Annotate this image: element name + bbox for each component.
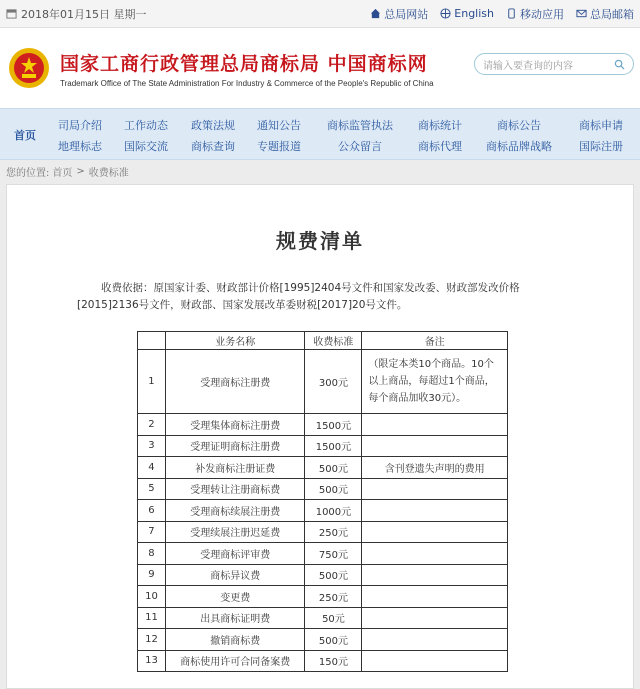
link-english[interactable] (440, 7, 494, 20)
row-service-name: 商标异议费 (165, 564, 305, 586)
row-note (362, 586, 508, 608)
breadcrumb-label: 您的位置: (6, 167, 50, 179)
nav-item-announcements[interactable]: 商标公告 (497, 119, 541, 132)
link-mailbox[interactable] (576, 6, 634, 22)
search-input[interactable] (474, 53, 634, 75)
link-bureau-site-label: 总局网站 (384, 7, 429, 21)
breadcrumb-home[interactable]: 首页 (52, 167, 73, 179)
row-fee: 1000元 (305, 500, 362, 522)
page-title: 规费清单 (276, 229, 364, 253)
link-mobile-app[interactable] (506, 6, 564, 22)
site-title: 国家工商行政管理总局商标局 中国商标网 (60, 52, 428, 75)
table-row (138, 350, 508, 414)
calendar-icon (6, 8, 17, 19)
row-fee: 750元 (305, 543, 362, 565)
row-number: 1 (138, 350, 166, 414)
row-service-name: 补发商标注册证费 (165, 457, 305, 479)
fee-table (137, 331, 508, 672)
content-panel (6, 184, 634, 689)
table-row (138, 564, 508, 586)
globe-icon (440, 8, 451, 19)
row-fee: 500元 (305, 457, 362, 479)
nav-item-intl-exchange[interactable]: 国际交流 (124, 140, 168, 153)
header-number (138, 332, 166, 350)
row-service-name: 撤销商标费 (165, 629, 305, 651)
row-note (362, 564, 508, 586)
nav-item-geo-indications[interactable]: 地理标志 (58, 140, 102, 153)
table-row (138, 521, 508, 543)
row-fee: 500元 (305, 478, 362, 500)
main-nav (0, 108, 640, 160)
row-number: 4 (138, 457, 166, 479)
row-service-name: 受理商标评审费 (165, 543, 305, 565)
table-row (138, 650, 508, 672)
row-fee: 50元 (305, 607, 362, 629)
row-service-name: 商标使用许可合同备案费 (165, 650, 305, 672)
row-note: 含刊登遗失声明的费用 (362, 457, 508, 479)
nav-item-work-news[interactable]: 工作动态 (124, 119, 168, 132)
row-fee: 150元 (305, 650, 362, 672)
row-service-name: 受理续展注册迟延费 (165, 521, 305, 543)
row-note (362, 500, 508, 522)
link-mailbox-label: 总局邮箱 (590, 7, 634, 21)
row-fee: 300元 (305, 350, 362, 414)
row-number: 7 (138, 521, 166, 543)
date-text: 2018年01月15日 星期一 (21, 7, 147, 21)
table-header-row (138, 332, 508, 350)
table-row (138, 543, 508, 565)
row-fee: 1500元 (305, 414, 362, 436)
site-subtitle-en: Trademark Office of The State Administration For Industry & Commerce of the People's Republic of China (60, 78, 434, 88)
table-row (138, 457, 508, 479)
link-mobile-app-label: 移动应用 (520, 7, 564, 21)
breadcrumb-current[interactable]: 收费标准 (88, 167, 129, 179)
table-row (138, 500, 508, 522)
row-service-name: 变更费 (165, 586, 305, 608)
home-icon (370, 8, 381, 19)
row-note (362, 435, 508, 457)
top-bar (0, 0, 640, 28)
nav-item-brand-strategy[interactable]: 商标品牌战略 (486, 140, 552, 153)
row-number: 6 (138, 500, 166, 522)
breadcrumb (0, 160, 640, 182)
row-note: （限定本类10个商品。10个以上商品，每超过1个商品，每个商品加收30元）。 (362, 350, 508, 414)
nav-item-notices[interactable]: 通知公告 (257, 119, 301, 132)
row-note (362, 414, 508, 436)
table-row (138, 414, 508, 436)
link-bureau-site[interactable] (370, 6, 428, 22)
date-display (6, 6, 147, 22)
nav-item-bureau-intro[interactable]: 司局介绍 (58, 119, 102, 132)
row-fee: 500元 (305, 564, 362, 586)
nav-item-policies[interactable]: 政策法规 (191, 119, 235, 132)
header-note: 备注 (362, 332, 508, 350)
mobile-icon (506, 8, 517, 19)
nav-item-application[interactable]: 商标申请 (579, 119, 623, 132)
row-note (362, 521, 508, 543)
row-number: 5 (138, 478, 166, 500)
row-number: 9 (138, 564, 166, 586)
row-note (362, 478, 508, 500)
row-service-name: 受理证明商标注册费 (165, 435, 305, 457)
row-note (362, 629, 508, 651)
row-fee: 250元 (305, 586, 362, 608)
nav-item-features[interactable]: 专题报道 (257, 140, 301, 153)
row-service-name: 受理集体商标注册费 (165, 414, 305, 436)
national-emblem-logo (8, 47, 50, 89)
breadcrumb-separator: > (76, 165, 85, 177)
row-number: 10 (138, 586, 166, 608)
nav-item-enforcement[interactable]: 商标监管执法 (327, 119, 393, 132)
nav-item-public-messages[interactable]: 公众留言 (338, 140, 382, 153)
link-english-label: English (454, 7, 494, 20)
nav-item-tm-search[interactable]: 商标查询 (191, 140, 235, 153)
row-note (362, 650, 508, 672)
search-placeholder: 请输入要查询的内容 (483, 60, 573, 72)
row-number: 8 (138, 543, 166, 565)
table-row (138, 629, 508, 651)
row-number: 11 (138, 607, 166, 629)
row-note (362, 543, 508, 565)
nav-item-statistics[interactable]: 商标统计 (418, 119, 462, 132)
row-number: 12 (138, 629, 166, 651)
row-service-name: 出具商标证明费 (165, 607, 305, 629)
site-header (0, 28, 640, 108)
row-service-name: 受理商标注册费 (165, 350, 305, 414)
table-row (138, 435, 508, 457)
row-number: 13 (138, 650, 166, 672)
row-fee: 500元 (305, 629, 362, 651)
row-fee: 250元 (305, 521, 362, 543)
nav-item-intl-registration[interactable]: 国际注册 (579, 140, 623, 153)
mail-icon (576, 8, 587, 19)
row-service-name: 受理商标续展注册费 (165, 500, 305, 522)
table-row (138, 478, 508, 500)
header-service-name: 业务名称 (165, 332, 305, 350)
search-icon[interactable] (614, 59, 625, 70)
header-fee: 收费标准 (305, 332, 362, 350)
table-row (138, 607, 508, 629)
row-fee: 1500元 (305, 435, 362, 457)
table-row (138, 586, 508, 608)
nav-home[interactable]: 首页 (14, 129, 36, 142)
fee-basis-text: 收费依据：原国家计委、财政部计价格[1995]2404号文件和国家发改委、财政部发改价格[2015]2136号文件，财政部、国家发展改革委财税[2017]20号文件。 (77, 282, 520, 311)
row-number: 2 (138, 414, 166, 436)
row-note (362, 607, 508, 629)
row-number: 3 (138, 435, 166, 457)
nav-item-agents[interactable]: 商标代理 (418, 140, 462, 153)
row-service-name: 受理转让注册商标费 (165, 478, 305, 500)
